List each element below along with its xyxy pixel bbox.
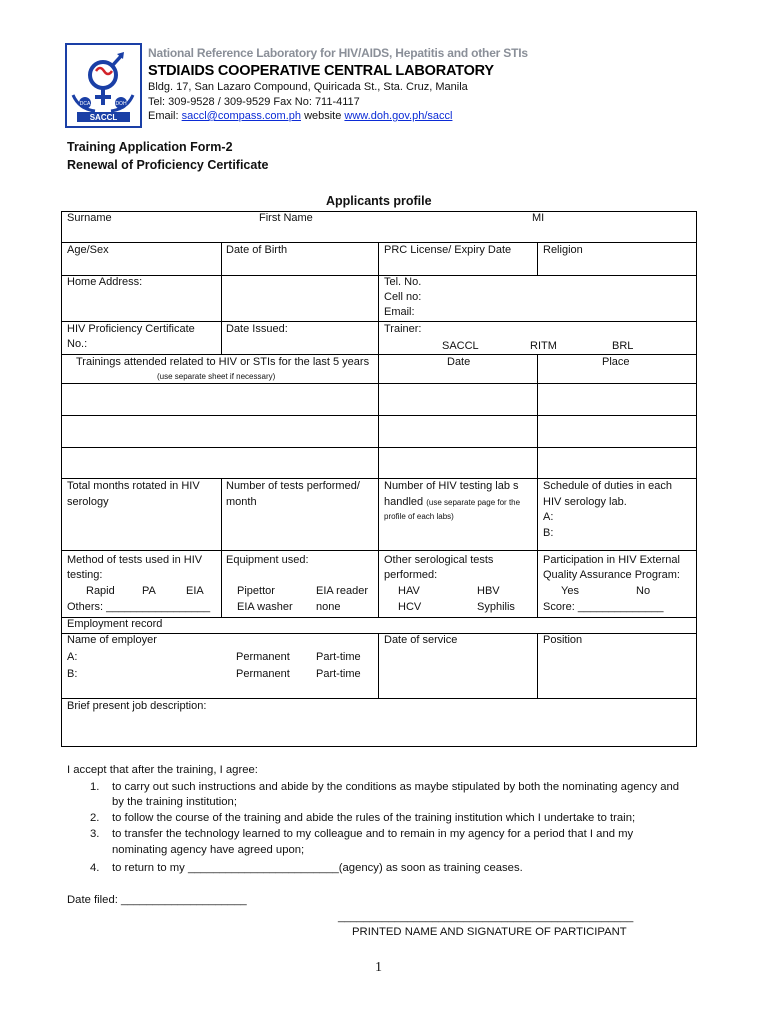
labs-label-line1: Number of HIV testing lab s: [384, 480, 519, 492]
age-sex-label: Age/Sex: [67, 244, 109, 256]
home-address-label: Home Address:: [67, 276, 143, 288]
eqa-option-yes[interactable]: Yes: [561, 585, 579, 597]
employment-a-part-time[interactable]: Part-time: [316, 651, 361, 663]
row-line: [61, 211, 697, 212]
schedule-a: A:: [543, 511, 554, 523]
agreement-item-3-line2: nominating agency have agreed upon;: [112, 844, 305, 856]
sero-option-hbv[interactable]: HBV: [477, 585, 500, 597]
trainer-option-saccl[interactable]: SACCL: [442, 340, 479, 352]
agreement-item-4-line1: to return to my ________________________(agency) as soon as training ceases.: [112, 862, 523, 874]
row-line: [61, 383, 697, 384]
labs-note-line2: profile of each labs): [384, 512, 454, 521]
logo-left-text: DCA: [79, 101, 91, 107]
eqa-label-line2: Quality Assurance Program:: [543, 569, 680, 581]
prc-label: PRC License/ Expiry Date: [384, 244, 512, 256]
website-link[interactable]: www.doh.gov.ph/saccl: [344, 110, 453, 122]
equipment-option-pipettor[interactable]: Pipettor: [237, 585, 275, 597]
agreement-item-1-line1: to carry out such instructions and abide by the conditions as maybe stipulated by both the nominating agency and: [112, 781, 680, 793]
tests-label-line2: month: [226, 496, 257, 508]
equipment-option-eia-washer[interactable]: EIA washer: [237, 601, 293, 613]
row-line: [61, 447, 697, 448]
logo-right-text: DOH: [115, 101, 127, 107]
email-field-label: Email:: [384, 306, 415, 318]
col-line: [378, 633, 379, 698]
col-line: [537, 354, 538, 617]
eqa-label-line1: Participation in HIV External: [543, 554, 680, 566]
employer-a: A:: [67, 651, 78, 663]
months-label-line2: serology: [67, 496, 109, 508]
cert-label-line2: No.:: [67, 338, 88, 350]
signature-line[interactable]: _______________________________________________: [338, 911, 634, 923]
employment-a-permanent[interactable]: Permanent: [236, 651, 290, 663]
trainer-label: Trainer:: [384, 323, 422, 335]
labs-label-line2: [384, 495, 520, 511]
religion-label: Religion: [543, 244, 583, 256]
table-border-right: [696, 211, 697, 747]
method-option-rapid[interactable]: Rapid: [86, 585, 115, 597]
date-issued-label: Date Issued:: [226, 323, 288, 335]
contact-line: [148, 110, 452, 122]
employer-b: B:: [67, 668, 78, 680]
method-label-line2: testing:: [67, 569, 103, 581]
date-of-service-label: Date of service: [384, 634, 458, 646]
row-line: [61, 415, 697, 416]
months-label-line1: Total months rotated in HIV: [67, 480, 200, 492]
surname-label: Surname: [67, 212, 112, 224]
date-header: Date: [447, 356, 471, 368]
table-border-left: [61, 211, 62, 747]
agreement-item-2-line1: to follow the course of the training and abide the rules of the training institution which I undertake to train;: [112, 812, 636, 824]
schedule-label-line1: Schedule of duties in each: [543, 480, 673, 492]
website-label: website: [304, 110, 342, 122]
cert-label-line1: HIV Proficiency Certificate: [67, 323, 195, 335]
eqa-score: Score: ______________: [543, 601, 664, 613]
employer-label: Name of employer: [67, 634, 157, 646]
employment-b-part-time[interactable]: Part-time: [316, 668, 361, 680]
coop-name: STDIAIDS COOPERATIVE CENTRAL LABORATORY: [148, 63, 494, 79]
logo-label: SACCL: [89, 113, 118, 122]
eqa-option-no[interactable]: No: [636, 585, 651, 597]
dob-label: Date of Birth: [226, 244, 288, 256]
other-sero-label-line2: performed:: [384, 569, 438, 581]
tel-fax: Tel: 309-9528 / 309-9529 Fax No: 711-4117: [148, 96, 360, 108]
sero-option-hav[interactable]: HAV: [398, 585, 420, 597]
method-label-line1: Method of tests used in HIV: [67, 554, 203, 566]
tel-no-label: Tel. No.: [384, 276, 422, 288]
schedule-b: B:: [543, 527, 554, 539]
form-subtitle: Renewal of Proficiency Certificate: [67, 158, 269, 172]
sero-option-hcv[interactable]: HCV: [398, 601, 422, 613]
labs-handled-text: handled: [384, 496, 424, 508]
col-line: [537, 633, 538, 698]
lab-name: National Reference Laboratory for HIV/AIDS, Hepatitis and other STIs: [148, 46, 528, 60]
row-line: [61, 275, 697, 276]
other-sero-label-line1: Other serological tests: [384, 554, 494, 566]
job-description-label: Brief present job description:: [67, 700, 207, 712]
method-option-eia[interactable]: EIA: [186, 585, 204, 597]
email-link[interactable]: saccl@compass.com.ph: [181, 110, 301, 122]
first-name-label: First Name: [259, 212, 313, 224]
equipment-option-eia-reader[interactable]: EIA reader: [316, 585, 368, 597]
row-line: [61, 242, 697, 243]
equipment-option-none[interactable]: none: [316, 601, 341, 613]
date-filed-field[interactable]: Date filed: ____________________: [67, 894, 247, 906]
address: Bldg. 17, San Lazaro Compound, Quiricada St., Sta. Cruz, Manila: [148, 81, 468, 93]
trainer-option-brl[interactable]: BRL: [612, 340, 634, 352]
form-title: Training Application Form-2: [67, 140, 233, 154]
agreement-num: 2.: [90, 812, 100, 824]
employment-record-label: Employment record: [67, 618, 163, 630]
agreement-item-1-line2: by the training institution;: [112, 796, 237, 808]
employment-b-permanent[interactable]: Permanent: [236, 668, 290, 680]
sero-option-syphilis[interactable]: Syphilis: [477, 601, 515, 613]
signature-label: PRINTED NAME AND SIGNATURE OF PARTICIPANT: [352, 926, 627, 938]
logo-emblem-icon: [67, 45, 140, 126]
place-header: Place: [602, 356, 630, 368]
agreement-num: 4.: [90, 862, 100, 874]
page-number: 1: [375, 960, 382, 975]
agreement-num: 1.: [90, 781, 100, 793]
trainings-note: (use separate sheet if necessary): [157, 372, 276, 381]
tests-label-line1: Number of tests performed/: [226, 480, 360, 492]
trainer-option-ritm[interactable]: RITM: [530, 340, 557, 352]
col-line: [221, 242, 222, 354]
table-border-bottom: [61, 746, 697, 747]
method-others: Others: _________________: [67, 601, 211, 613]
position-label: Position: [543, 634, 583, 646]
section-title: Applicants profile: [326, 194, 432, 208]
col-line: [378, 242, 379, 617]
equipment-label: Equipment used:: [226, 554, 309, 566]
agreement-num: 3.: [90, 828, 100, 840]
labs-note-line1: (use separate page for the: [426, 498, 521, 507]
col-line: [537, 242, 538, 275]
saccl-logo: [65, 43, 142, 128]
trainings-header: Trainings attended related to HIV or STIs for the last 5 years: [76, 356, 370, 368]
col-line: [221, 478, 222, 617]
agreement-item-3-line1: to transfer the technology learned to my colleague and to remain in my agency for a period that I and my: [112, 828, 634, 840]
row-line: [61, 550, 697, 551]
email-label: Email:: [148, 110, 179, 122]
method-option-pa[interactable]: PA: [142, 585, 156, 597]
schedule-label-line2: HIV serology lab.: [543, 496, 627, 508]
mi-label: MI: [532, 212, 545, 224]
agreement-intro: I accept that after the training, I agree:: [67, 764, 258, 776]
cell-no-label: Cell no:: [384, 291, 422, 303]
